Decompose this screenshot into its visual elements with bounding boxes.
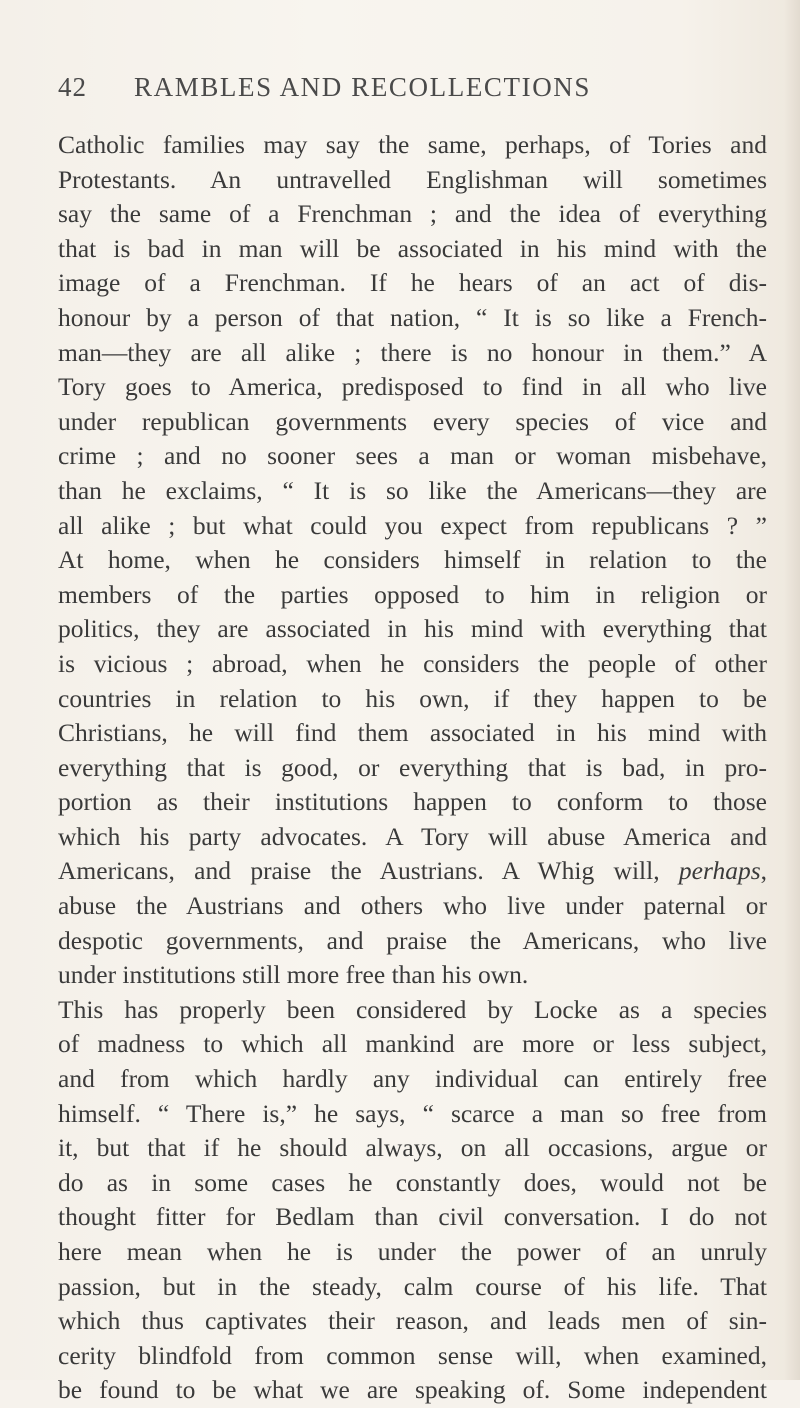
text-line: everything that is good, or everything that is bad, in pro-	[58, 752, 767, 782]
text-line-with-italic	[58, 854, 767, 889]
text-line: abuse the Austrians and others who live under paternal or	[58, 891, 767, 921]
body-text	[58, 128, 767, 1408]
text-line: portion as their institutions happen to conform to those	[58, 787, 767, 817]
text-line: countries in relation to his own, if they happen to be	[58, 683, 767, 713]
running-head	[58, 72, 758, 108]
text-line: Catholic families may say the same, perhaps, of Tories and	[58, 130, 767, 159]
text-line: be found to be what we are speaking of. Some independent	[58, 1375, 767, 1405]
text-line: which his party advocates. A Tory will abuse America and	[58, 821, 767, 851]
text-line: do as in some cases he constantly does, would not be	[58, 1167, 767, 1197]
text-line: despotic governments, and praise the Americans, who live	[58, 925, 767, 955]
text-line: all alike ; but what could you expect from republicans ? ”	[58, 510, 767, 540]
text-line: thought fitter for Bedlam than civil conversation. I do not	[58, 1202, 767, 1232]
text-line: Christians, he will find them associated in his mind with	[58, 718, 767, 748]
text-line: say the same of a Frenchman ; and the idea of everything	[58, 199, 767, 229]
running-title: RAMBLES AND RECOLLECTIONS	[134, 72, 592, 102]
text-line: politics, they are associated in his mind with everything that	[58, 614, 767, 644]
text-line: members of the parties opposed to him in religion or	[58, 579, 767, 609]
text-line: of madness to which all mankind are more or less subject,	[58, 1029, 767, 1059]
text-line: cerity blindfold from common sense will, when examined,	[58, 1340, 767, 1370]
page-edge-shadow	[784, 0, 800, 1380]
text-line: it, but that if he should always, on all occasions, argue or	[58, 1133, 767, 1163]
text-line-paragraph-end: under institutions still more free than his own.	[58, 960, 529, 990]
italic-word: perhaps	[678, 856, 761, 886]
italic-trailing-punctuation: ,	[760, 856, 768, 886]
text-line: that is bad in man will be associated in his mind with the	[58, 233, 767, 263]
text-line: image of a Frenchman. If he hears of an act of dis-	[58, 268, 767, 298]
page-number: 42	[58, 72, 87, 102]
text-line: and from which hardly any individual can entirely free	[58, 1064, 767, 1094]
text-line: honour by a person of that nation, “ It is so like a French-	[58, 302, 767, 332]
text-line: is vicious ; abroad, when he considers the people of other	[58, 648, 767, 678]
text-segment: Americans, and praise the Austrians. A Whig will,	[58, 856, 660, 886]
text-line: himself. “ There is,” he says, “ scarce a man so free from	[58, 1098, 767, 1128]
text-line: Tory goes to America, predisposed to find in all who live	[58, 372, 767, 402]
text-line: than he exclaims, “ It is so like the Americans—they are	[58, 475, 767, 505]
text-line: Protestants. An untravelled Englishman will sometimes	[58, 164, 767, 194]
text-line: At home, when he considers himself in relation to the	[58, 545, 767, 575]
text-line: crime ; and no sooner sees a man or woman misbehave,	[58, 441, 767, 471]
text-line: passion, but in the steady, calm course of his life. That	[58, 1271, 767, 1301]
text-line: man—they are all alike ; there is no honour in them.” A	[58, 337, 767, 367]
text-line: This has properly been considered by Locke as a species	[58, 994, 767, 1024]
text-line: here mean when he is under the power of an unruly	[58, 1237, 767, 1266]
text-line: which thus captivates their reason, and leads men of sin-	[58, 1306, 767, 1336]
text-line: under republican governments every species of vice and	[58, 406, 767, 436]
